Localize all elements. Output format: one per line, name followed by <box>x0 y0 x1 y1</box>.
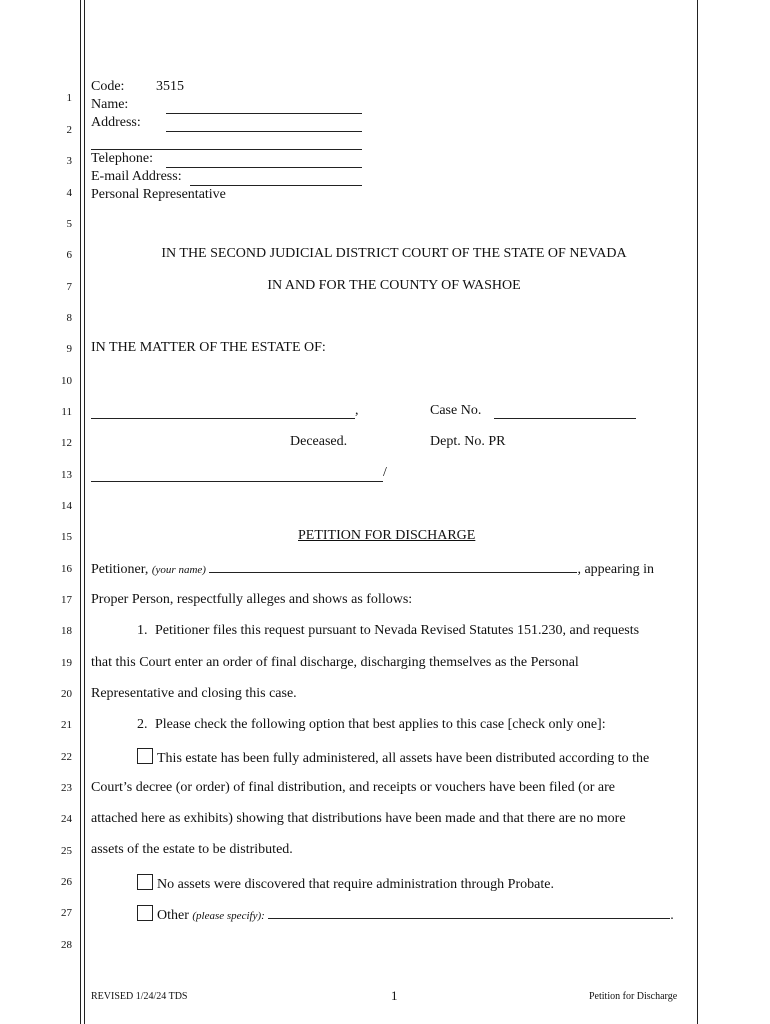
option-1-text: This estate has been fully administered, all assets have been distributed according to the <box>157 751 650 766</box>
line-number: 15 <box>61 531 72 543</box>
paragraph-2 <box>137 717 606 733</box>
line-number: 4 <box>66 187 72 199</box>
option-3-period: . <box>670 908 674 923</box>
line-number: 5 <box>66 218 72 230</box>
footer-doc-title: Petition for Discharge <box>589 991 678 1002</box>
line-number: 24 <box>61 813 72 825</box>
left-margin-rule-2 <box>84 0 85 1024</box>
email-label: E-mail Address: <box>91 169 182 184</box>
petitioner-name-field[interactable] <box>209 560 577 573</box>
option-1-line1 <box>137 748 649 767</box>
paragraph-1-line2: that this Court enter an order of final discharge, discharging themselves as the Personal <box>91 655 579 670</box>
line-number: 22 <box>61 751 72 763</box>
line-number: 20 <box>61 688 72 700</box>
line-number: 21 <box>61 719 72 731</box>
address-row <box>91 115 141 131</box>
line-number: 26 <box>61 876 72 888</box>
appearing-text: , appearing in <box>577 562 655 577</box>
paragraph-1-text: Petitioner files this request pursuant to Nevada Revised Statutes 151.230, and requests <box>155 623 640 638</box>
line-number: 16 <box>61 563 72 575</box>
option-1-line3: attached here as exhibits) showing that distributions have been made and that there are no more <box>91 811 626 826</box>
caption-slash: / <box>383 465 387 480</box>
your-name-hint: (your name) <box>151 564 206 576</box>
line-number: 17 <box>61 594 72 606</box>
code-value: 3515 <box>155 79 184 94</box>
telephone-field[interactable] <box>166 152 362 168</box>
option-3-checkbox[interactable] <box>137 905 153 921</box>
telephone-label: Telephone: <box>91 151 153 166</box>
court-heading-line1: IN THE SECOND JUDICIAL DISTRICT COURT OF THE STATE OF NEVADA <box>161 246 627 261</box>
left-margin-rule-1 <box>80 0 81 1024</box>
right-margin-rule <box>697 0 698 1024</box>
email-field[interactable] <box>190 170 362 186</box>
paragraph-1-line1 <box>137 623 639 639</box>
option-1-checkbox[interactable] <box>137 748 153 764</box>
body-line-17: Proper Person, respectfully alleges and shows as follows: <box>91 592 413 607</box>
footer-page-number: 1 <box>391 988 398 1003</box>
option-2 <box>137 874 554 893</box>
paragraph-1-line3: Representative and closing this case. <box>91 686 297 701</box>
court-heading-line2: IN AND FOR THE COUNTY OF WASHOE <box>267 278 521 293</box>
line-number: 2 <box>66 124 72 136</box>
line-number: 14 <box>61 500 72 512</box>
footer-revised: REVISED 1/24/24 TDS <box>91 991 188 1002</box>
code-label: Code: <box>91 79 125 94</box>
line-number: 27 <box>61 907 72 919</box>
document-title: PETITION FOR DISCHARGE <box>298 528 476 543</box>
line-number: 1 <box>66 92 72 104</box>
line-number: 11 <box>61 406 72 418</box>
case-no-label: Case No. <box>430 403 482 418</box>
line-number: 9 <box>66 343 72 355</box>
name-label: Name: <box>91 97 129 112</box>
line-number: 25 <box>61 845 72 857</box>
option-3-hint: (please specify): <box>192 910 265 922</box>
role-label: Personal Representative <box>91 187 226 202</box>
option-2-text: No assets were discovered that require administration through Probate. <box>157 877 554 892</box>
paragraph-1-number: 1. <box>137 623 148 638</box>
estate-matter-label: IN THE MATTER OF THE ESTATE OF: <box>91 340 326 355</box>
code-row <box>91 79 184 95</box>
line-number: 23 <box>61 782 72 794</box>
line-number: 12 <box>61 437 72 449</box>
petitioner-label: Petitioner, <box>91 562 149 577</box>
paragraph-2-number: 2. <box>137 717 148 732</box>
line-number: 19 <box>61 657 72 669</box>
telephone-row <box>91 151 153 167</box>
address-field-2[interactable] <box>91 134 362 150</box>
line-number: 7 <box>66 281 72 293</box>
option-3-specify-field[interactable] <box>268 906 670 919</box>
address-label: Address: <box>91 115 141 130</box>
address-field-1[interactable] <box>166 116 362 132</box>
line-number: 28 <box>61 939 72 951</box>
email-row <box>91 169 182 185</box>
line-number: 13 <box>61 469 72 481</box>
dept-no-label: Dept. No. PR <box>430 434 506 449</box>
deceased-label: Deceased. <box>290 434 348 449</box>
name-field[interactable] <box>166 98 362 114</box>
caption-comma: , <box>355 403 359 418</box>
line-number: 6 <box>66 249 72 261</box>
option-3 <box>137 905 674 924</box>
petitioner-row <box>91 560 654 578</box>
caption-end-line <box>91 467 383 482</box>
name-row <box>91 97 128 113</box>
option-1-line4: assets of the estate to be distributed. <box>91 842 293 857</box>
option-1-line2: Court’s decree (or order) of final distribution, and receipts or vouchers have been filed (or are <box>91 780 616 795</box>
decedent-name-field[interactable] <box>91 404 355 419</box>
option-2-checkbox[interactable] <box>137 874 153 890</box>
line-number: 18 <box>61 625 72 637</box>
line-number: 8 <box>66 312 72 324</box>
option-3-label: Other <box>157 908 189 923</box>
line-number: 10 <box>61 375 72 387</box>
line-number: 3 <box>66 155 72 167</box>
paragraph-2-text: Please check the following option that best applies to this case [check only one]: <box>155 717 606 732</box>
case-no-field[interactable] <box>494 404 636 419</box>
